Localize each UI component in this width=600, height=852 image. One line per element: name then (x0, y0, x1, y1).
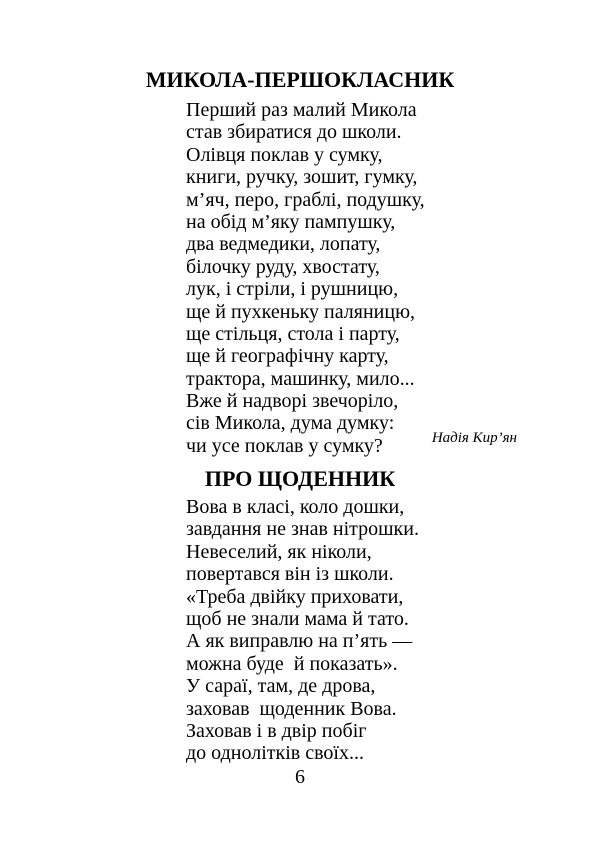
poem-line: А як виправлю на п’ять — (186, 630, 413, 653)
poem-body-shchodennyk (186, 496, 546, 765)
poem-line: ще стільця, стола і парту, (186, 322, 400, 345)
poem-line: Перший раз малий Микола (186, 99, 417, 121)
poem-line: ще й пухкеньку паляницю, (186, 300, 416, 323)
poem-line: на обід м’яку пампушку, (186, 210, 396, 233)
poem-line: «Треба двійку приховати, (186, 585, 404, 608)
poem-line: два ведмедики, лопату, (186, 233, 381, 256)
poem-line: повертався він із школи. (186, 563, 394, 586)
poem-line: м’яч, перо, граблі, подушку, (186, 188, 425, 211)
poem-line: заховав щоденник Вова. (186, 697, 397, 720)
poem-line: завдання не знав нітрошки. (186, 518, 419, 541)
poem-line: Вже й надворі звечоріло, (186, 390, 399, 413)
poem-line: Невеселий, як ніколи, (186, 540, 372, 563)
poem-line: можна буде й показать». (186, 652, 398, 675)
poem-line: ще й географічну карту, (186, 345, 389, 368)
poem-line: У сараї, там, де дрова, (186, 675, 376, 698)
poem-body-mykola (186, 99, 546, 457)
poem-line: Олівця поклав у сумку, (186, 143, 383, 166)
poem-line: став збиратися до школи. (186, 121, 402, 144)
poem-line: Вова в класі, коло дошки, (186, 496, 405, 518)
poem-line: трактора, машинку, мило... (186, 367, 415, 390)
poem-author: Надія Кир’ян (431, 430, 517, 446)
poem-line: чи усе поклав у сумку? (186, 434, 383, 457)
poem-title-shchodennyk: ПРО ЩОДЕННИК (204, 466, 396, 491)
poem-line: книги, ручку, зошит, гумку, (186, 166, 418, 189)
poem-title-mykola: МИКОЛА-ПЕРШОКЛАСНИК (145, 67, 455, 92)
poem-line: лук, і стріли, і рушницю, (186, 278, 399, 301)
poem-line: щоб не знали мама й тато. (186, 607, 409, 630)
poem-line: білочку руду, хвостату, (186, 255, 380, 278)
poem-line: до однолітків своїх... (186, 742, 364, 765)
poem-line: Заховав і в двір побіг (186, 719, 367, 742)
page-number: 6 (295, 766, 305, 788)
poem-line: сів Микола, дума думку: (186, 412, 395, 435)
